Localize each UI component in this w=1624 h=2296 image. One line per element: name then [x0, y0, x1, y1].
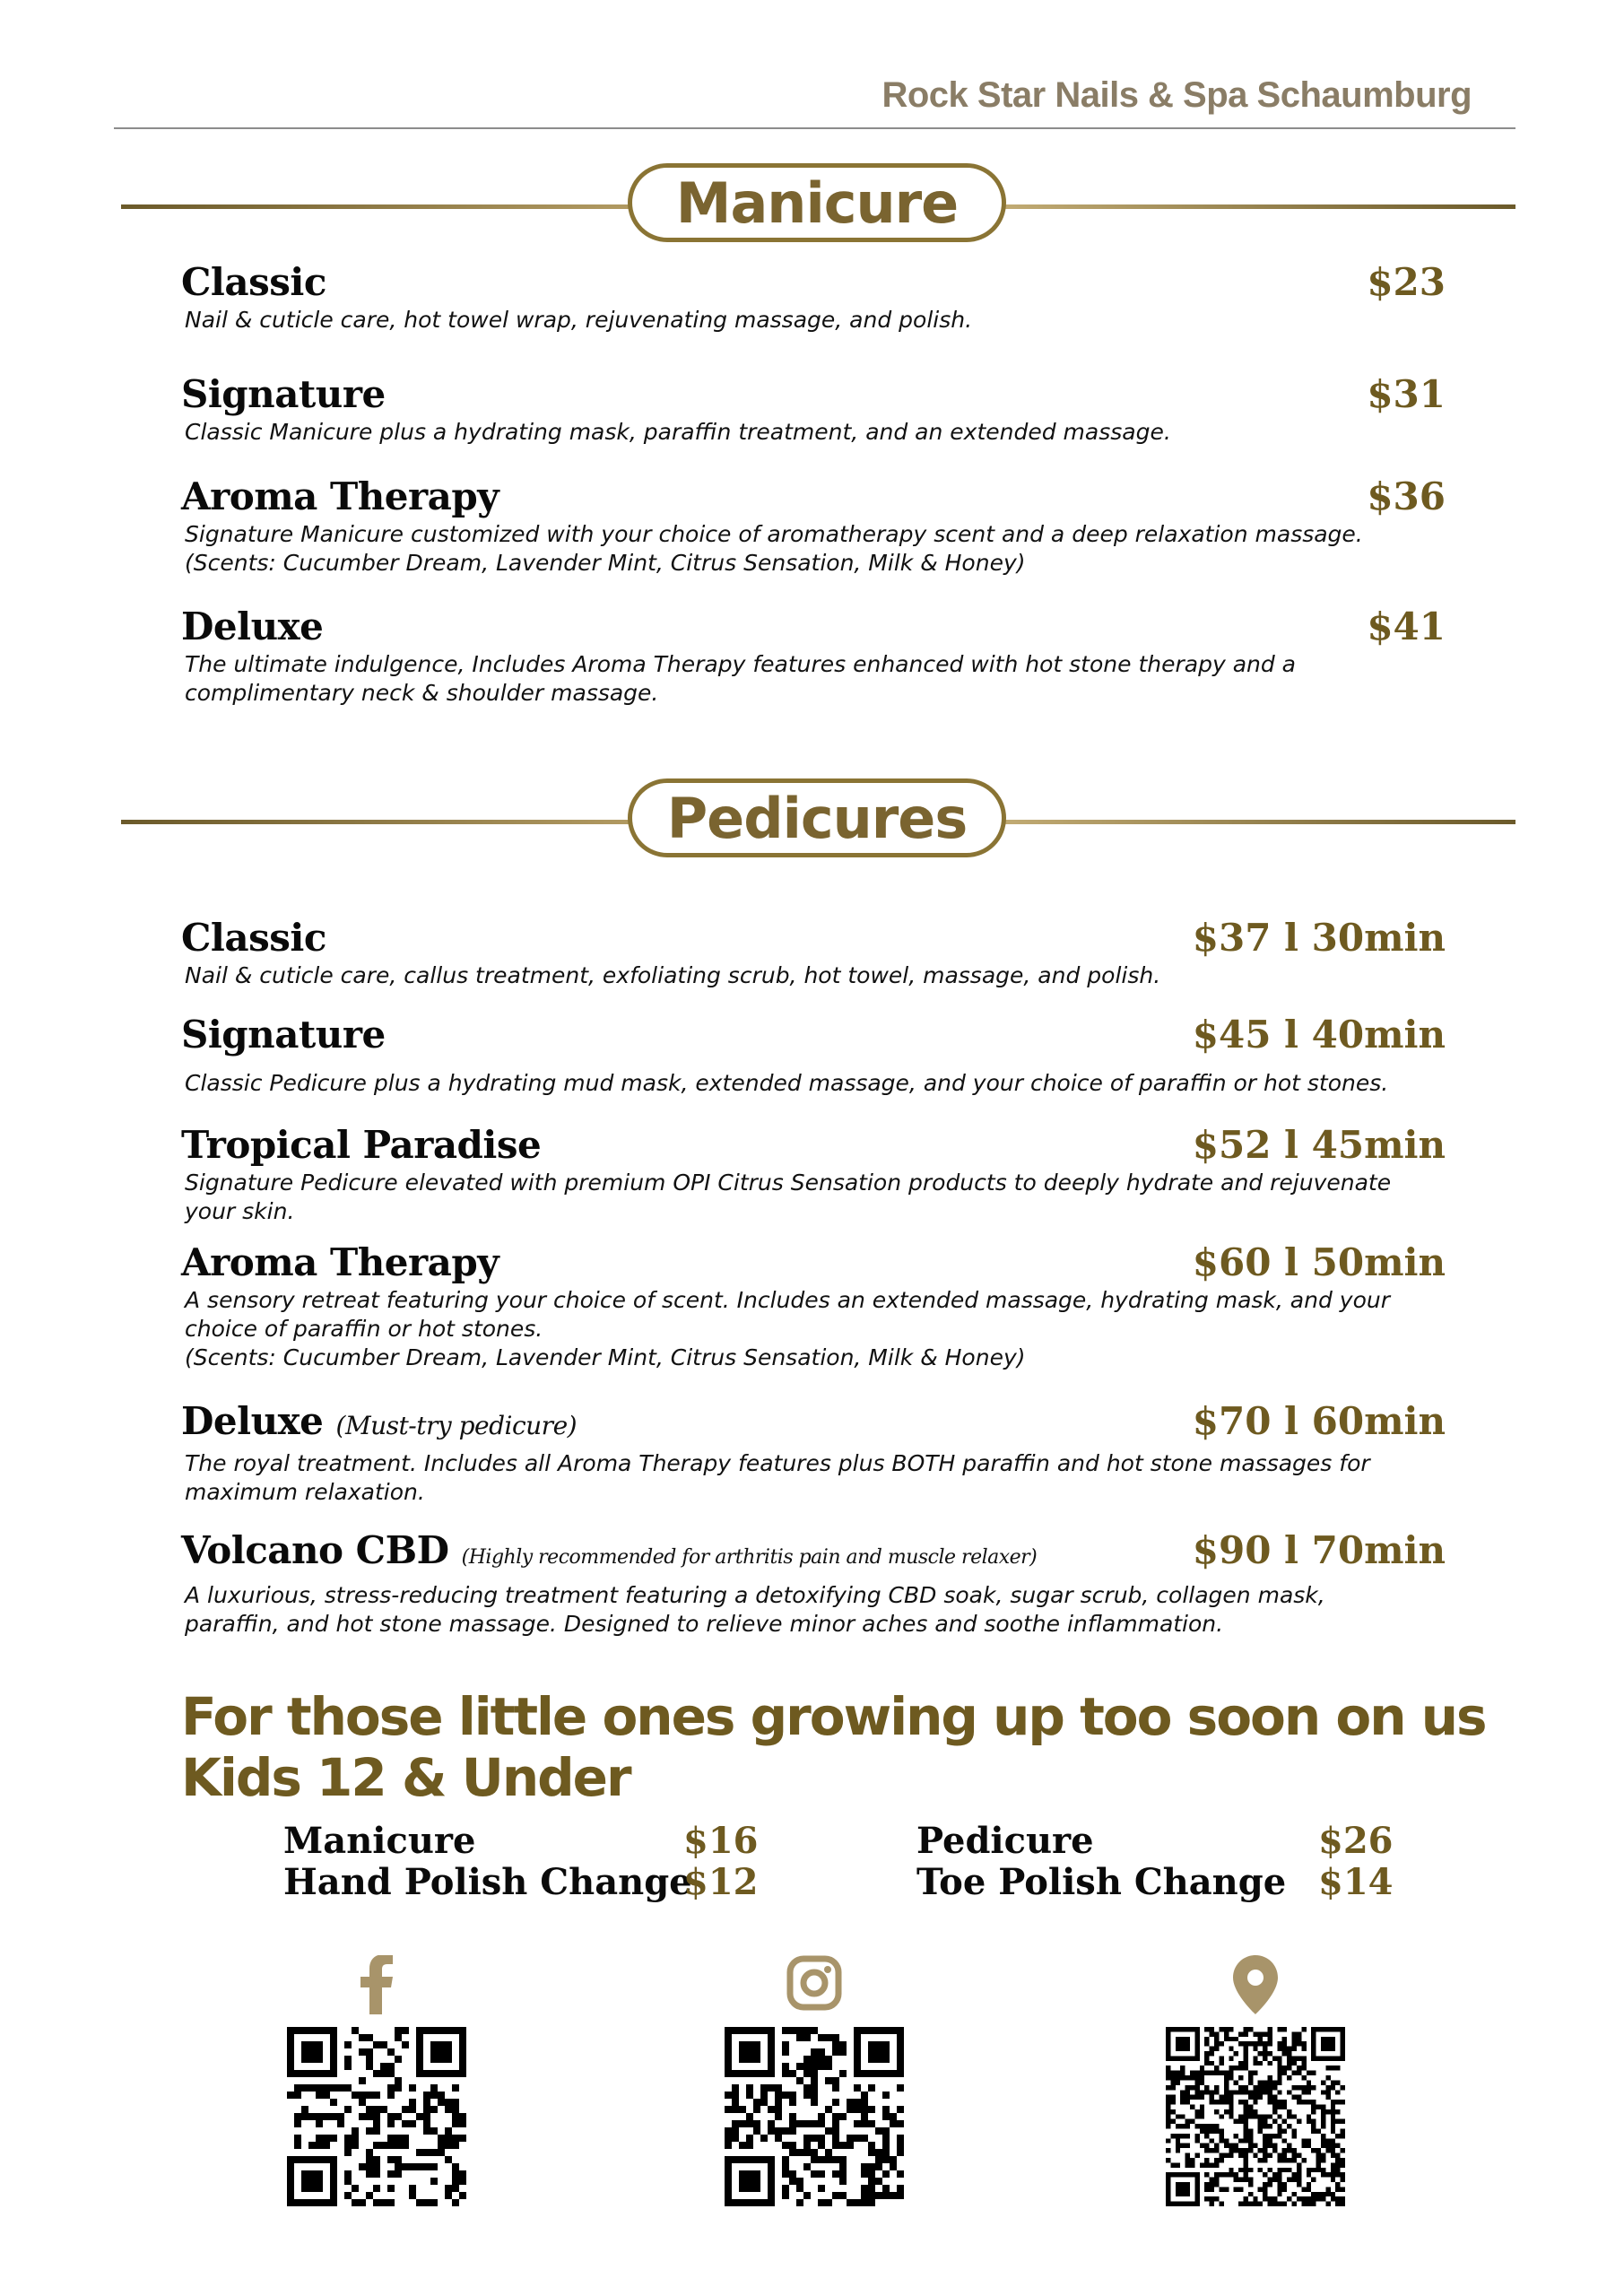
item-name: Classic [181, 916, 326, 960]
item-price: $52 l 45min [1192, 1123, 1446, 1167]
item-description: A sensory retreat featuring your choice of scent. Includes an extended massage, hydrating mask, and your choice of paraffin or hot stones. (Scents: Cucumber Dream, Lavender Mint, Citrus Sensation, Milk & Honey) [185, 1287, 1390, 1370]
item-name: Signature [181, 1013, 386, 1057]
pedicures-banner [121, 778, 1515, 868]
pedicure-item-tropical-paradise [181, 1122, 1446, 1226]
kids-item-name: Manicure [283, 1820, 476, 1862]
item-description: The royal treatment. Includes all Aroma Therapy features plus BOTH paraffin and hot stone massages for maximum relaxation. [185, 1450, 1370, 1505]
banner-pill [628, 778, 1006, 857]
item-price: $45 l 40min [1192, 1013, 1446, 1057]
item-description: Nail & cuticle care, hot towel wrap, rejuvenating massage, and polish. [185, 307, 973, 333]
item-price: $90 l 70min [1192, 1528, 1446, 1572]
item-description: Signature Manicure customized with your choice of aromatherapy scent and a deep relaxation massage. (Scents: Cucumber Dream, Lavender Mint, Citrus Sensation, Milk & Honey) [185, 521, 1363, 576]
manicure-item-classic [181, 259, 1446, 335]
item-name: Deluxe [181, 604, 324, 648]
kids-item-price: $14 [1318, 1861, 1394, 1903]
item-name-text: Deluxe [181, 1399, 324, 1443]
item-note: (Highly recommended for arthritis pain and muscle relaxer) [461, 1546, 1038, 1569]
item-price: $60 l 50min [1192, 1240, 1446, 1284]
item-name: Tropical Paradise [181, 1123, 542, 1167]
pedicure-item-volcano-cbd [181, 1527, 1446, 1639]
item-name: Aroma Therapy [181, 474, 499, 518]
item-name: Classic [181, 260, 326, 304]
item-description: Classic Pedicure plus a hydrating mud mask, extended massage, and your choice of paraffin or hot stones. [185, 1070, 1389, 1096]
item-price: $36 [1367, 474, 1446, 518]
facebook-icon [287, 1955, 466, 2018]
manicure-heading: Manicure [675, 170, 959, 236]
item-description: Classic Manicure plus a hydrating mask, paraffin treatment, and an extended massage. [185, 419, 1171, 445]
instagram-qr-code[interactable] [725, 2027, 904, 2206]
kids-item-price: $26 [1318, 1820, 1394, 1862]
item-name-text: Volcano CBD [181, 1528, 449, 1572]
facebook-qr-code[interactable] [287, 2027, 466, 2206]
item-description: Nail & cuticle care, callus treatment, exfoliating scrub, hot towel, massage, and polish. [185, 962, 1161, 988]
kids-item-name: Pedicure [916, 1820, 1094, 1862]
location-pin-icon [1166, 1955, 1345, 2018]
item-price: $41 [1367, 604, 1446, 648]
banner-pill [628, 163, 1006, 242]
item-price: $23 [1367, 260, 1446, 304]
header-divider [114, 127, 1515, 129]
manicure-item-signature [181, 371, 1446, 447]
pedicures-heading: Pedicures [666, 785, 968, 851]
item-note: (Must-try pedicure) [335, 1411, 578, 1440]
kids-headline [181, 1686, 1486, 1808]
manicure-banner [121, 163, 1515, 253]
location-qr-block[interactable] [1166, 1955, 1345, 2224]
item-name: Aroma Therapy [181, 1240, 499, 1284]
item-price: $37 l 30min [1192, 916, 1446, 960]
item-description: The ultimate indulgence, Includes Aroma Therapy features enhanced with hot stone therapy and a complimentary neck & shoulder massage. [185, 651, 1296, 706]
item-description: Signature Pedicure elevated with premium OPI Citrus Sensation products to deeply hydrate and rejuvenate your skin. [185, 1170, 1392, 1224]
location-qr-code[interactable] [1166, 2027, 1345, 2206]
kids-headline-line2: Kids 12 & Under [181, 1747, 630, 1808]
kids-item-price: $12 [683, 1861, 759, 1903]
kids-item-price: $16 [683, 1820, 759, 1862]
pedicure-item-aroma-therapy [181, 1239, 1446, 1372]
pedicure-item-deluxe [181, 1398, 1446, 1507]
manicure-item-deluxe [181, 604, 1446, 708]
pedicure-item-signature [181, 1012, 1446, 1098]
kids-headline-line1: For those little ones growing up too soon on us [181, 1686, 1486, 1747]
instagram-qr-block[interactable] [725, 1955, 904, 2224]
facebook-qr-block[interactable] [287, 1955, 466, 2224]
kids-item-name: Hand Polish Change [283, 1861, 692, 1903]
kids-item-name: Toe Polish Change [916, 1861, 1287, 1903]
manicure-item-aroma-therapy [181, 474, 1446, 578]
item-price: $70 l 60min [1192, 1399, 1446, 1443]
instagram-icon [725, 1955, 904, 2018]
item-name: Signature [181, 372, 386, 416]
header-title: Rock Star Nails & Spa Schaumburg [881, 75, 1472, 115]
item-description: A luxurious, stress-reducing treatment featuring a detoxifying CBD soak, sugar scrub, collagen mask, paraffin, and hot stone massage. Designed to relieve minor aches and soothe inflammation. [185, 1582, 1325, 1637]
pedicure-item-classic [181, 915, 1446, 990]
item-price: $31 [1367, 372, 1446, 416]
